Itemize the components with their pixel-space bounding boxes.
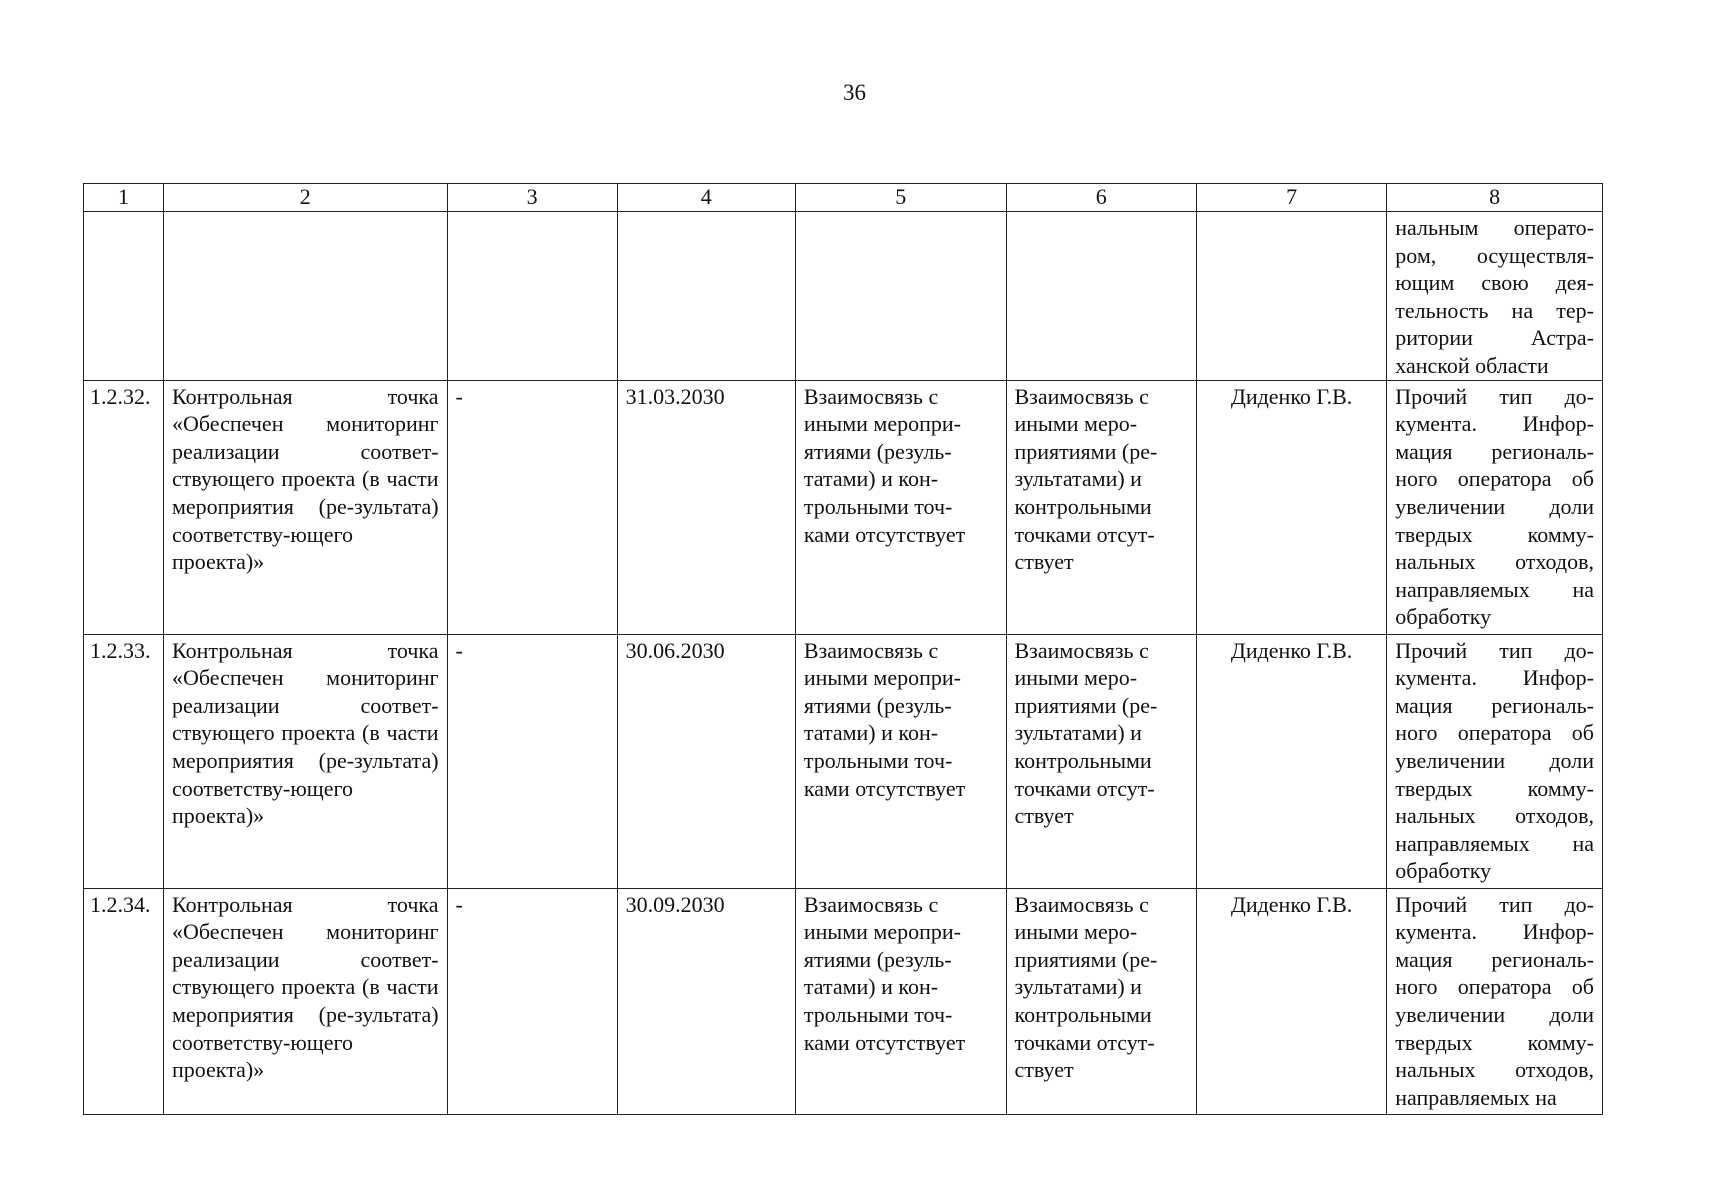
row-number: 1.2.32. <box>84 380 164 634</box>
responsible-person: Диденко Г.В. <box>1196 380 1386 634</box>
header-col-5: 5 <box>795 184 1006 212</box>
cont-cell-4 <box>617 212 795 381</box>
table-row <box>84 380 1603 634</box>
cont-cell-1 <box>84 212 164 381</box>
header-col-2: 2 <box>164 184 448 212</box>
cont-cell-2 <box>164 212 448 381</box>
relation-text: Взаимосвязь с иными меропри-ятиями (резуль-татами) и кон-трольными точ-ками отсутствует <box>795 380 1006 634</box>
relation-text: Взаимосвязь с иными меропри-ятиями (резуль-татами) и кон-трольными точ-ками отсутствует <box>795 888 1006 1114</box>
header-col-1: 1 <box>84 184 164 212</box>
cont-cell-5 <box>795 212 1006 381</box>
row-number: 1.2.33. <box>84 634 164 888</box>
header-col-3: 3 <box>447 184 617 212</box>
cont-cell-8: нальным операто-ром, осуществля-ющим свою дея-тельность на тер-ритории Астра-ханской области <box>1387 212 1603 381</box>
deadline-date: 30.06.2030 <box>617 634 795 888</box>
deadline-date: 30.09.2030 <box>617 888 795 1114</box>
table-row <box>84 634 1603 888</box>
control-point-name: Контрольная точка «Обеспечен мониторинг реализации соответ-ствующего проекта (в части мероприятия (ре-зультата) соответству-ющего проекта)» <box>164 380 448 634</box>
cont-cell-3 <box>447 212 617 381</box>
relation-text-2: Взаимосвязь с иными меро-приятиями (ре-зультатами) и контрольными точками отсут-ствует <box>1006 634 1196 888</box>
header-row <box>84 184 1603 212</box>
relation-text-2: Взаимосвязь с иными меро-приятиями (ре-зультатами) и контрольными точками отсут-ствует <box>1006 380 1196 634</box>
control-point-name: Контрольная точка «Обеспечен мониторинг реализации соответ-ствующего проекта (в части мероприятия (ре-зультата) соответству-ющего проекта)» <box>164 888 448 1114</box>
col3-value: - <box>447 634 617 888</box>
header-col-6: 6 <box>1006 184 1196 212</box>
relation-text: Взаимосвязь с иными меропри-ятиями (резуль-татами) и кон-трольными точ-ками отсутствует <box>795 634 1006 888</box>
col3-value: - <box>447 888 617 1114</box>
schedule-table <box>83 183 1603 1115</box>
header-col-7: 7 <box>1196 184 1386 212</box>
document-type: Прочий тип до-кумента. Инфор-мация региональ-ного оператора об увеличении доли твердых комму-нальных отходов, направляемых на обработку <box>1387 380 1603 634</box>
page-number: 36 <box>843 80 866 105</box>
table-row <box>84 888 1603 1114</box>
continuation-row <box>84 212 1603 381</box>
header-col-8: 8 <box>1387 184 1603 212</box>
deadline-date: 31.03.2030 <box>617 380 795 634</box>
document-type: Прочий тип до-кумента. Инфор-мация региональ-ного оператора об увеличении доли твердых комму-нальных отходов, направляемых на <box>1387 888 1603 1114</box>
control-point-name: Контрольная точка «Обеспечен мониторинг реализации соответ-ствующего проекта (в части мероприятия (ре-зультата) соответству-ющего проекта)» <box>164 634 448 888</box>
document-type: Прочий тип до-кумента. Инфор-мация региональ-ного оператора об увеличении доли твердых комму-нальных отходов, направляемых на обработку <box>1387 634 1603 888</box>
col3-value: - <box>447 380 617 634</box>
responsible-person: Диденко Г.В. <box>1196 888 1386 1114</box>
cont-cell-7 <box>1196 212 1386 381</box>
responsible-person: Диденко Г.В. <box>1196 634 1386 888</box>
header-col-4: 4 <box>617 184 795 212</box>
cont-cell-6 <box>1006 212 1196 381</box>
row-number: 1.2.34. <box>84 888 164 1114</box>
relation-text-2: Взаимосвязь с иными меро-приятиями (ре-зультатами) и контрольными точками отсут-ствует <box>1006 888 1196 1114</box>
